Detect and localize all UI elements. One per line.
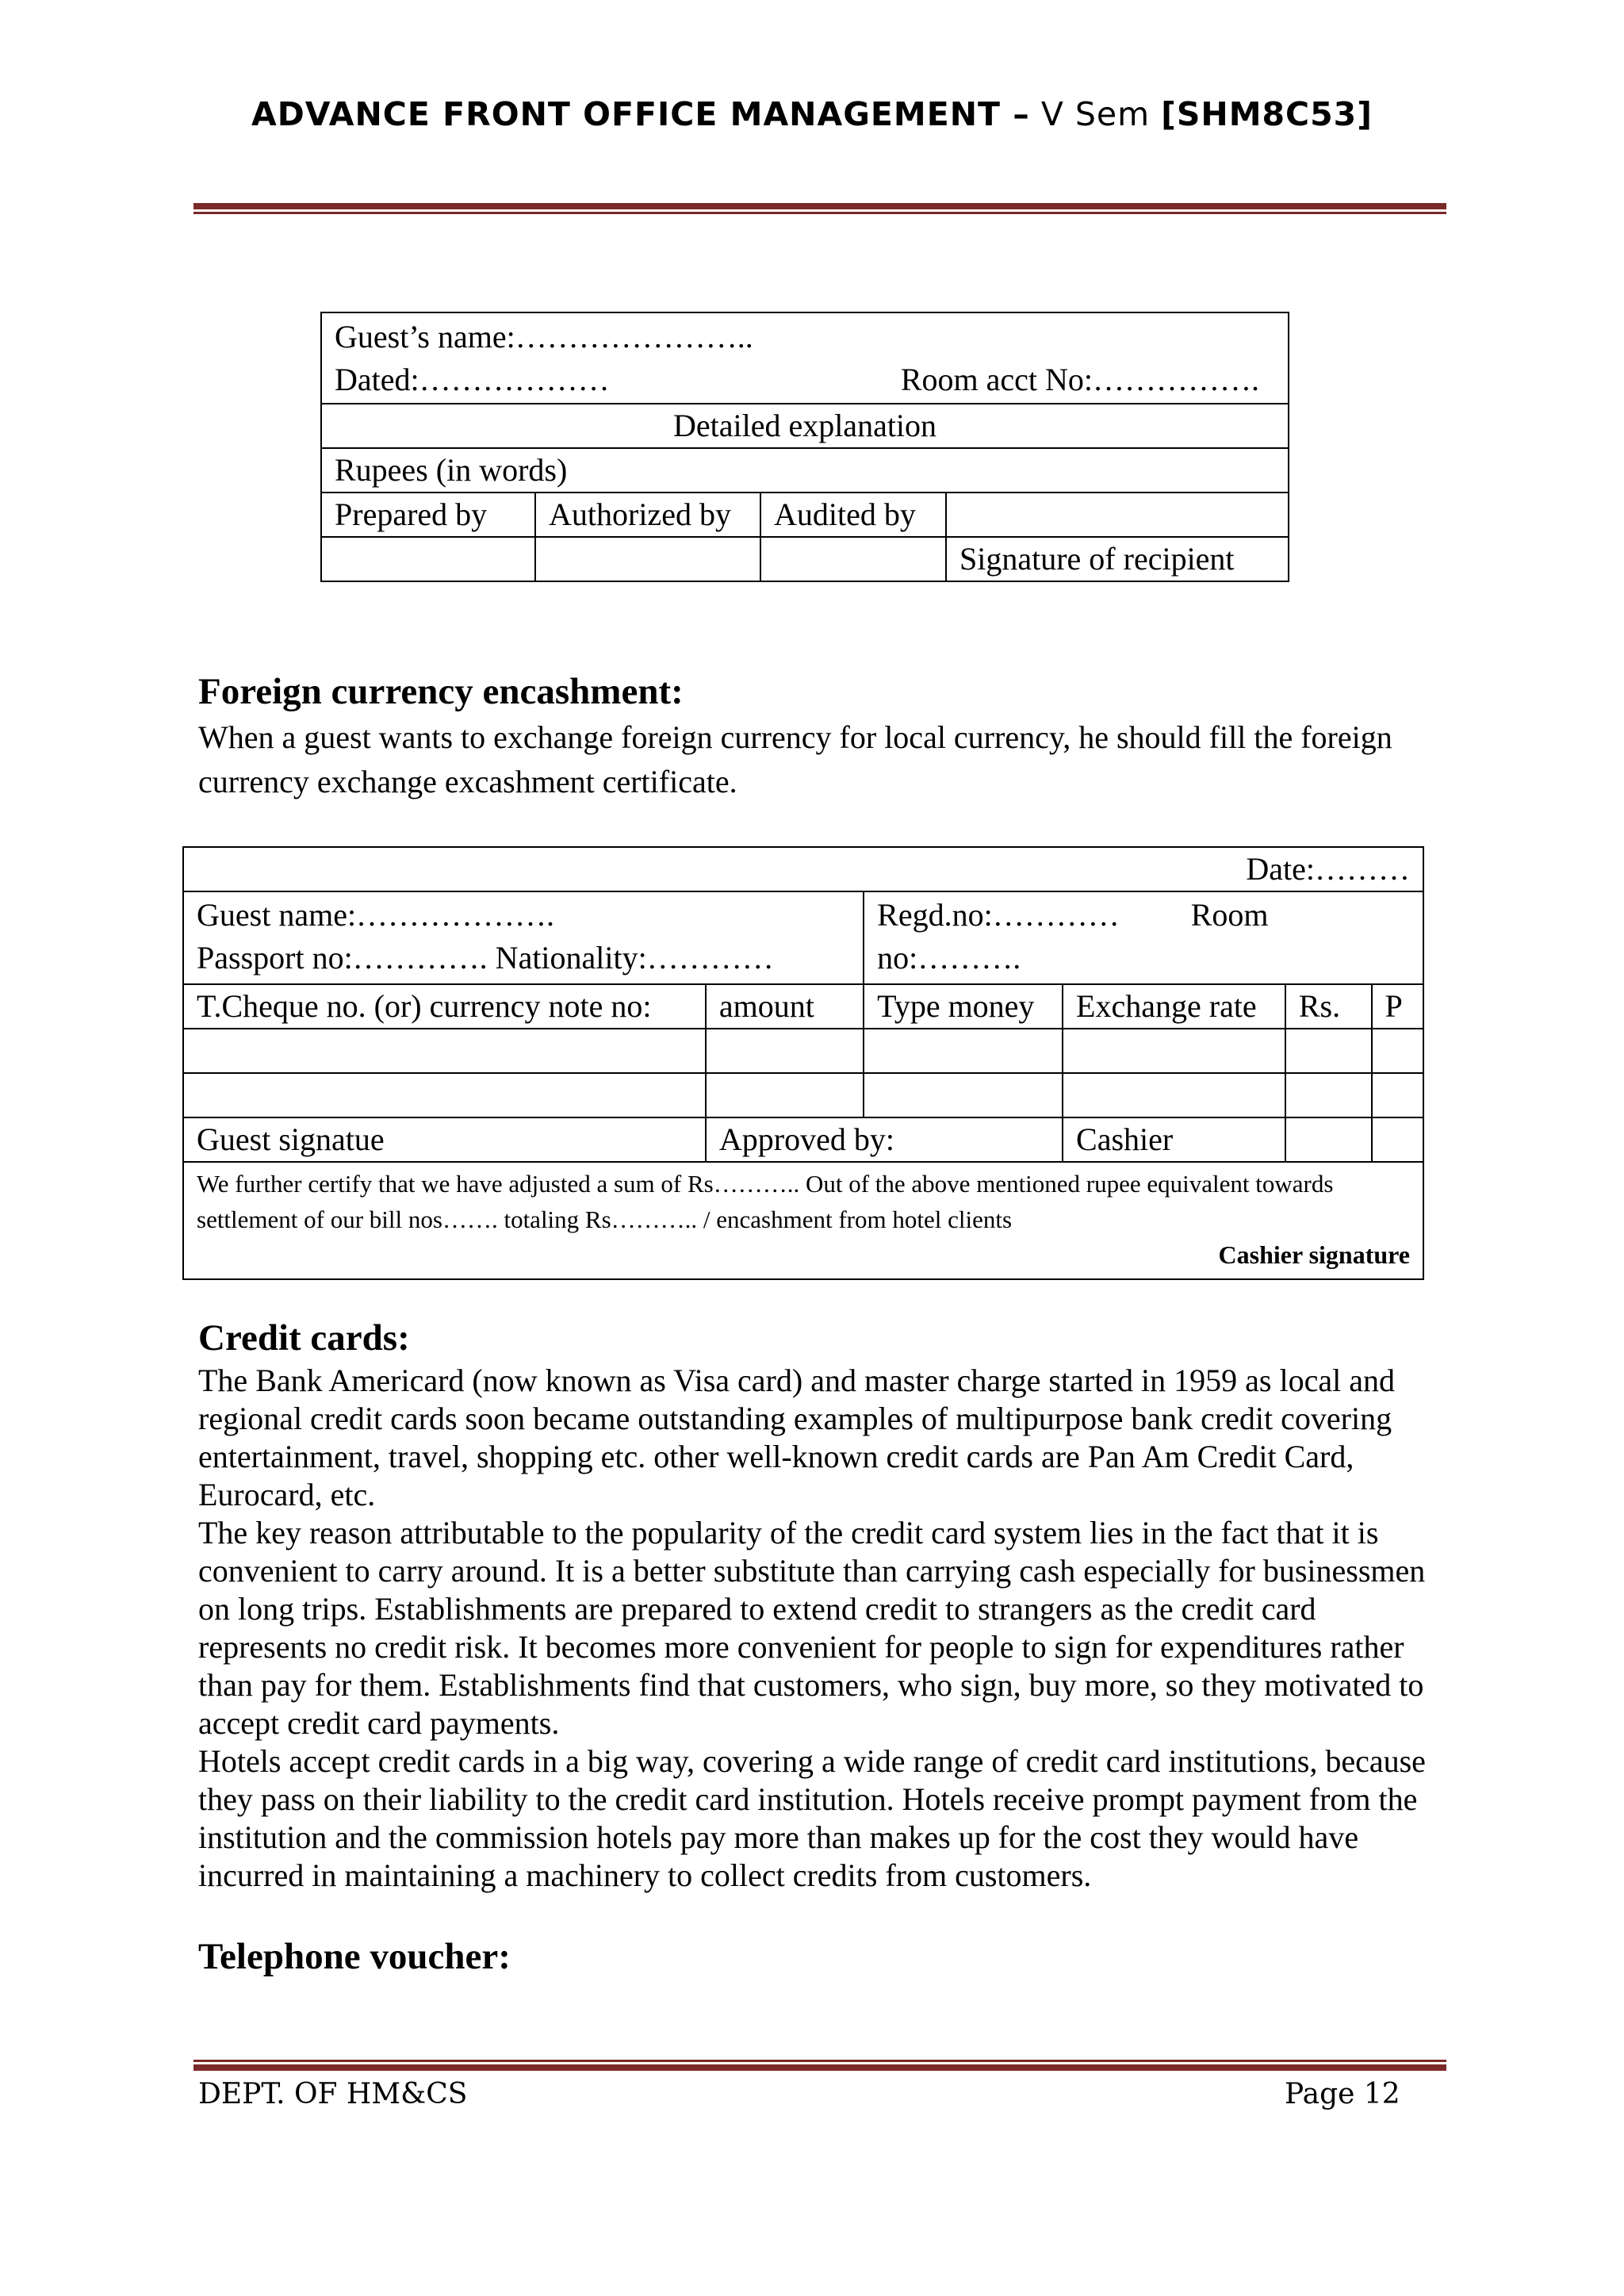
amount-header: amount — [706, 984, 864, 1029]
credit-cards-paragraph-1: The Bank Americard (now known as Visa card) and master charge started in 1959 as local and regional credit cards soon became outstanding examples of multipurpose bank credit covering entertainment, travel, shopping etc. other well-known credit cards are Pan Am Credit Card, Eurocard, etc. — [198, 1363, 1395, 1512]
header-course-code: [SHM8C53] — [1161, 95, 1373, 133]
blank-cell — [1372, 1029, 1423, 1073]
footer-page-number: Page 12 — [1285, 2078, 1400, 2110]
cheque-no-header: T.Cheque no. (or) currency note no: — [183, 984, 706, 1029]
page-header — [0, 95, 1624, 133]
rs-header: Rs. — [1285, 984, 1372, 1029]
guest-name-field: Guest name:………………. — [197, 897, 555, 933]
blank-cell — [1063, 1073, 1285, 1117]
signature-recipient-cell: Signature of recipient — [946, 537, 1289, 581]
room-label: Room — [1190, 897, 1269, 933]
foreign-currency-heading: Foreign currency encashment: — [198, 671, 684, 712]
certification-cell — [183, 1162, 1423, 1279]
credit-cards-heading: Credit cards: — [198, 1317, 410, 1359]
audited-by-cell: Audited by — [760, 493, 946, 537]
cashier-cell: Cashier — [1063, 1117, 1285, 1162]
blank-cell — [321, 537, 535, 581]
blank-cell — [1285, 1029, 1372, 1073]
room-acct-field: Room acct No:……………. — [900, 361, 1259, 397]
detailed-explanation-cell: Detailed explanation — [321, 404, 1289, 448]
passport-nationality-field: Passport no:…………. Nationality:………… — [197, 940, 774, 976]
guest-passport-cell — [183, 891, 864, 984]
exchange-rate-header: Exchange rate — [1063, 984, 1285, 1029]
blank-cell — [864, 1029, 1063, 1073]
blank-cell — [706, 1073, 864, 1117]
blank-cell — [760, 537, 946, 581]
cashier-signature-label: Cashier signature — [1218, 1240, 1410, 1269]
blank-cell — [1285, 1073, 1372, 1117]
blank-cell — [1372, 1117, 1423, 1162]
guest-signature-cell: Guest signatue — [183, 1117, 706, 1162]
regd-room-cell — [864, 891, 1423, 984]
dated-field: Dated:……………… — [335, 361, 610, 397]
footer-dept: DEPT. OF HM&CS — [198, 2078, 468, 2110]
certification-text: We further certify that we have adjusted a sum of Rs……….. Out of the above mentioned rupee equivalent towards settlement of our bill nos……. totaling Rs……….. / encashment from hotel clients — [197, 1170, 1334, 1233]
encashment-form-table — [182, 846, 1424, 1280]
blank-cell — [1285, 1117, 1372, 1162]
foreign-currency-paragraph: When a guest wants to exchange foreign currency for local currency, he should fill the foreign currency exchange excashment certificate. — [198, 719, 1392, 799]
guest-info-cell — [321, 312, 1289, 404]
room-no-field: no:………. — [877, 940, 1021, 976]
credit-cards-body — [198, 1362, 1443, 1895]
regd-no-field: Regd.no:………… — [877, 897, 1120, 933]
telephone-voucher-heading: Telephone voucher: — [198, 1936, 511, 1977]
footer-rule — [193, 2060, 1446, 2071]
prepared-by-cell: Prepared by — [321, 493, 535, 537]
blank-cell — [1063, 1029, 1285, 1073]
rupees-words-cell: Rupees (in words) — [321, 448, 1289, 493]
authorized-by-cell: Authorized by — [535, 493, 760, 537]
header-semester: V Sem — [1040, 95, 1151, 133]
credit-cards-paragraph-3: Hotels accept credit cards in a big way, covering a wide range of credit card institutions, because they pass on their liability to the credit card institution. Hotels receive prompt payment from the institution and the commission hotels pay more than makes up for the cost they would have incurred in maintaining a machinery to collect credits from customers. — [198, 1743, 1426, 1893]
type-money-header: Type money — [864, 984, 1063, 1029]
p-header: P — [1372, 984, 1423, 1029]
blank-cell — [706, 1029, 864, 1073]
credit-cards-paragraph-2: The key reason attributable to the popularity of the credit card system lies in the fact that it is convenient to carry around. It is a better substitute than carrying cash especially for businessmen on long trips. Establishments are prepared to extend credit to strangers as the credit card represents no credit risk. It becomes more convenient for people to sign for expenditures rather than pay for them. Establishments find that customers, who sign, buy more, so they motivated to accept credit card payments. — [198, 1515, 1426, 1741]
header-title-bold: ADVANCE FRONT OFFICE MANAGEMENT – — [251, 95, 1030, 133]
voucher-form-table — [320, 312, 1289, 582]
blank-cell — [1372, 1073, 1423, 1117]
blank-cell — [183, 1029, 706, 1073]
blank-cell — [864, 1073, 1063, 1117]
blank-cell — [535, 537, 760, 581]
header-rule — [193, 203, 1446, 214]
blank-cell — [946, 493, 1289, 537]
approved-by-cell: Approved by: — [706, 1117, 1063, 1162]
guest-name-field: Guest’s name:………………….. — [335, 318, 753, 355]
date-cell: Date:……… — [183, 847, 1423, 891]
blank-cell — [183, 1073, 706, 1117]
